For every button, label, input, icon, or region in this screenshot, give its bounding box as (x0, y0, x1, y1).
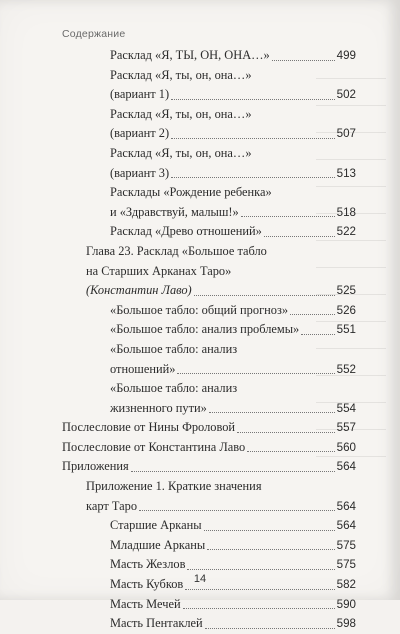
toc-entry-row (110, 203, 356, 223)
dot-leader (171, 99, 335, 100)
toc-entry-title-line: Расклад «Я, ты, он, она…» (110, 145, 252, 160)
toc-entry-title-line: «Большое табло: анализ (110, 381, 238, 396)
toc-page-number: 560 (336, 440, 356, 454)
dot-leader (131, 471, 335, 472)
dot-leader (177, 373, 334, 374)
dot-leader (290, 314, 335, 315)
toc-entry-title: Масть Пентаклей (110, 616, 203, 631)
toc-entry-title: (вариант 1) (110, 87, 170, 102)
toc-page-number: 575 (336, 538, 356, 552)
dot-leader (264, 236, 335, 237)
toc-entry-row (62, 438, 356, 458)
toc-entry-row (62, 457, 356, 477)
toc-entry-title: и «Здравствуй, малыш!» (110, 204, 239, 219)
toc-entry-row (110, 614, 356, 634)
toc-entry-row (110, 399, 356, 419)
dot-leader (207, 549, 334, 550)
toc-page-number: 525 (336, 284, 356, 298)
page-number-folio: 14 (193, 573, 207, 585)
dot-leader (205, 628, 335, 629)
toc-entry-title: Масть Кубков (110, 577, 184, 592)
toc-entry (62, 301, 356, 321)
toc-entry-title: Приложения (62, 459, 129, 474)
toc-entry (62, 536, 356, 556)
toc-entry-title: (вариант 3) (110, 165, 170, 180)
dot-leader (183, 608, 335, 609)
toc-entry-title: жизненного пути» (110, 400, 207, 415)
dot-leader (139, 510, 335, 511)
toc-entry-title: «Большое табло: анализ проблемы» (110, 322, 300, 337)
toc-page-number: 502 (336, 88, 356, 102)
dot-leader (204, 530, 335, 531)
dot-leader (209, 412, 335, 413)
toc-entry-row (110, 301, 356, 321)
toc-entry (62, 614, 356, 634)
toc-entry (62, 320, 356, 340)
toc-entry-row (110, 516, 356, 536)
toc-page-number: 590 (336, 597, 356, 611)
dot-leader (272, 60, 335, 61)
toc-entry-row (86, 497, 356, 517)
toc-page-number: 564 (336, 519, 356, 533)
toc-entry (62, 379, 356, 418)
toc-entry-row (62, 418, 356, 438)
toc-entry (62, 183, 356, 222)
toc-entry-title: Расклад «Я, ТЫ, ОН, ОНА…» (110, 48, 270, 62)
toc-entry-title: «Большое табло: общий прогноз» (110, 302, 289, 317)
toc-page-number: 518 (336, 205, 356, 219)
toc-entry (62, 516, 356, 536)
toc-entry-title: Младшие Арканы (110, 537, 206, 552)
toc-entry-title: Старшие Арканы (110, 518, 202, 533)
toc-entry-row (110, 360, 356, 380)
dot-leader (241, 216, 335, 217)
toc-entry-row (110, 595, 356, 615)
toc-page-number: 499 (336, 49, 356, 62)
dot-leader (301, 334, 334, 335)
toc-entry-title: (вариант 2) (110, 126, 170, 141)
toc-entry (62, 457, 356, 477)
toc-entry (62, 477, 356, 516)
toc-entry-row (110, 46, 356, 66)
toc-entry (62, 144, 356, 183)
toc-entry (62, 418, 356, 438)
dot-leader (237, 432, 335, 433)
toc-entry-title: карт Таро (86, 498, 138, 513)
toc-entry-row (110, 536, 356, 556)
toc-entry-title: Послесловие от Нины Фроловой (62, 420, 236, 435)
toc-entry-title-line: Расклад «Я, ты, он, она…» (110, 67, 252, 82)
dot-leader (247, 451, 334, 452)
toc-entry (62, 222, 356, 242)
toc-entry-title: отношений» (110, 361, 176, 376)
toc-entry-title: Расклад «Древо отношений» (110, 224, 262, 239)
toc-entry-title: Масть Мечей (110, 596, 181, 611)
table-of-contents (62, 46, 356, 634)
toc-page-number: 554 (336, 401, 356, 415)
toc-entry-row (86, 281, 356, 301)
toc-entry-title-line: Глава 23. Расклад «Большое табло (86, 243, 267, 258)
toc-entry-row (110, 85, 356, 105)
toc-page-number: 526 (336, 303, 356, 317)
toc-entry (62, 340, 356, 379)
toc-entry (62, 438, 356, 458)
toc-entry-title-line: на Старших Арканах Таро» (86, 263, 232, 278)
toc-entry-title-line: Расклады «Рождение ребенка» (110, 185, 272, 200)
dot-leader (185, 589, 334, 590)
toc-entry-title-line: Приложение 1. Краткие значения (86, 479, 262, 494)
toc-page-number: 551 (336, 323, 356, 337)
toc-entry-title-line: Расклад «Я, ты, он, она…» (110, 106, 252, 121)
running-head: Содержание (62, 28, 126, 40)
dot-leader (171, 177, 335, 178)
dot-leader (187, 569, 334, 570)
toc-entry-title: Масть Жезлов (110, 557, 186, 572)
toc-entry (62, 66, 356, 105)
toc-page-number: 507 (336, 127, 356, 141)
toc-entry-row (110, 222, 356, 242)
toc-entry-title-line: «Большое табло: анализ (110, 341, 238, 356)
toc-entry (62, 595, 356, 615)
toc-page-number: 575 (336, 558, 356, 572)
toc-entry-title: (Константин Лаво) (86, 283, 192, 298)
toc-page-number: 582 (336, 578, 356, 592)
toc-page-number: 564 (336, 460, 356, 474)
toc-page-number: 513 (336, 166, 356, 180)
toc-page-number: 564 (336, 499, 356, 513)
toc-entry (62, 105, 356, 144)
toc-entry-row (110, 124, 356, 144)
toc-page-number: 598 (336, 617, 356, 631)
toc-page-number: 557 (336, 421, 356, 435)
toc-entry-row (110, 164, 356, 184)
toc-entry-row (110, 320, 356, 340)
toc-entry (62, 46, 356, 66)
toc-page-number: 552 (336, 362, 356, 376)
toc-entry (62, 242, 356, 301)
dot-leader (194, 295, 335, 296)
toc-entry-title: Послесловие от Константина Лаво (62, 439, 246, 454)
toc-page-number: 522 (336, 225, 356, 239)
dot-leader (171, 138, 335, 139)
